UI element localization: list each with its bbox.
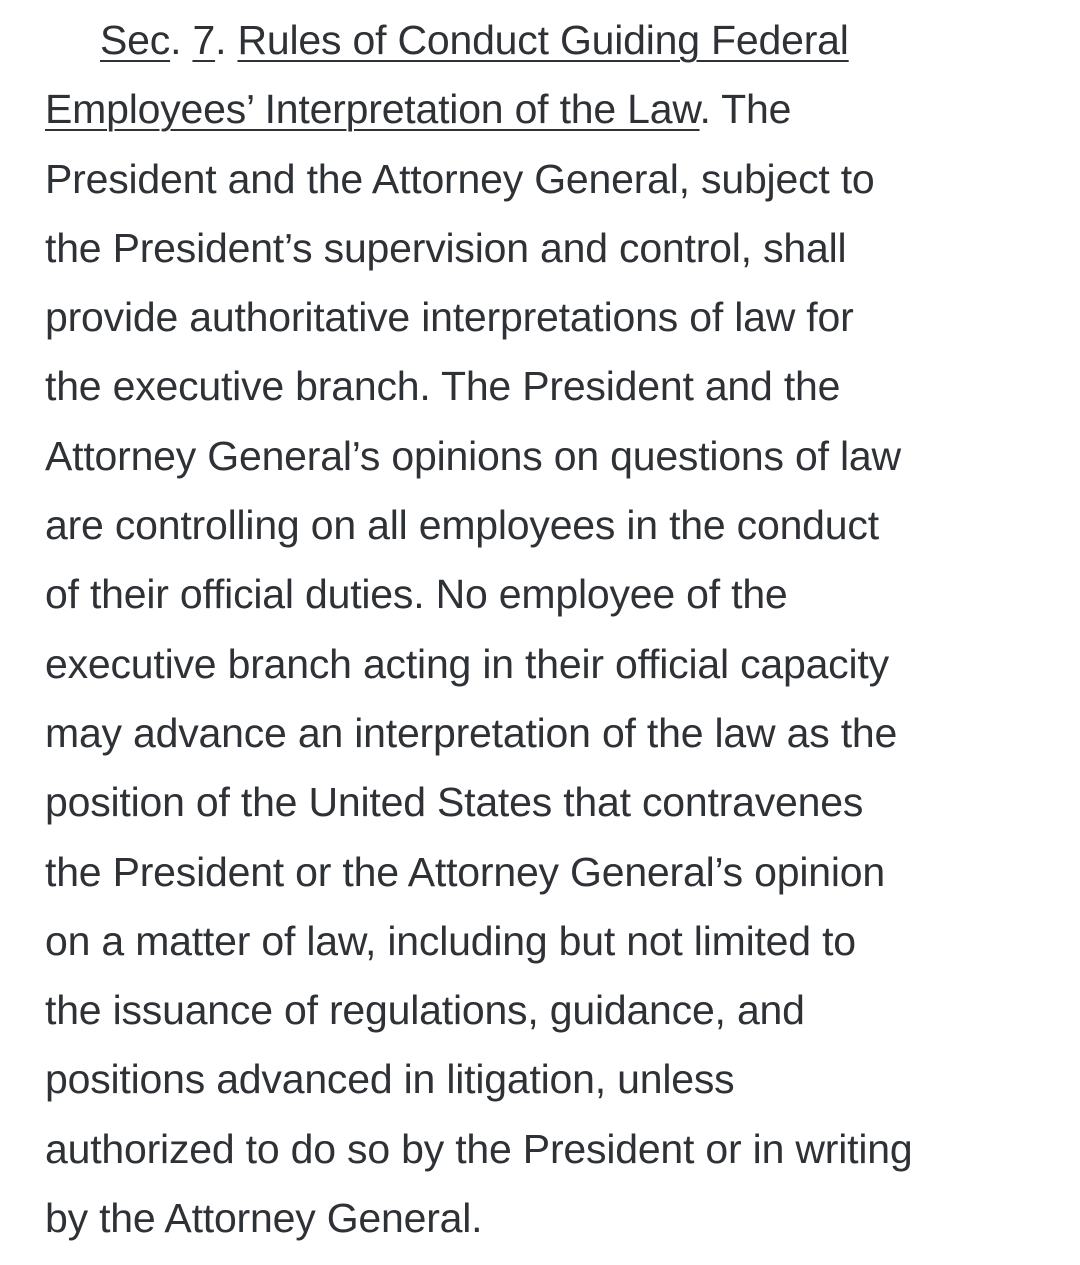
body-line: the President or the Attorney General’s opinion [45,848,885,895]
body-line: position of the United States that contravenes [45,779,864,826]
document-body [45,6,1055,1253]
body-line: executive branch acting in their official capacity [45,640,889,687]
body-line: may advance an interpretation of the law as the [45,709,898,756]
body-line: provide authoritative interpretations of law for [45,294,854,341]
body-line: Attorney General’s opinions on questions of law [45,432,901,479]
body-line: by the Attorney General. [45,1195,483,1242]
section-title-part-1: Rules of Conduct Guiding Federal [237,17,849,63]
body-line: of their official duties. No employee of the [45,571,788,618]
body-line: on a matter of law, including but not limited to [45,917,856,964]
body-line: President and the Attorney General, subject to [45,155,875,202]
section-heading-line-2 [45,75,1055,144]
body-line: the issuance of regulations, guidance, and [45,987,805,1034]
section-label: Sec [100,17,171,63]
body-line: the executive branch. The President and the [45,363,841,410]
section-heading-line-1: Sec. 7. Rules of Conduct Guiding Federal [100,17,849,63]
section-title-part-2: Employees’ Interpretation of the Law [45,86,700,133]
body-line: the President’s supervision and control, shall [45,224,847,271]
body-line: are controlling on all employees in the conduct [45,502,879,549]
body-line: positions advanced in litigation, unless [45,1056,735,1103]
body-line: authorized to do so by the President or in writing [45,1125,913,1172]
section-number: 7 [192,17,216,63]
heading-trailing-text: . The [699,86,792,133]
